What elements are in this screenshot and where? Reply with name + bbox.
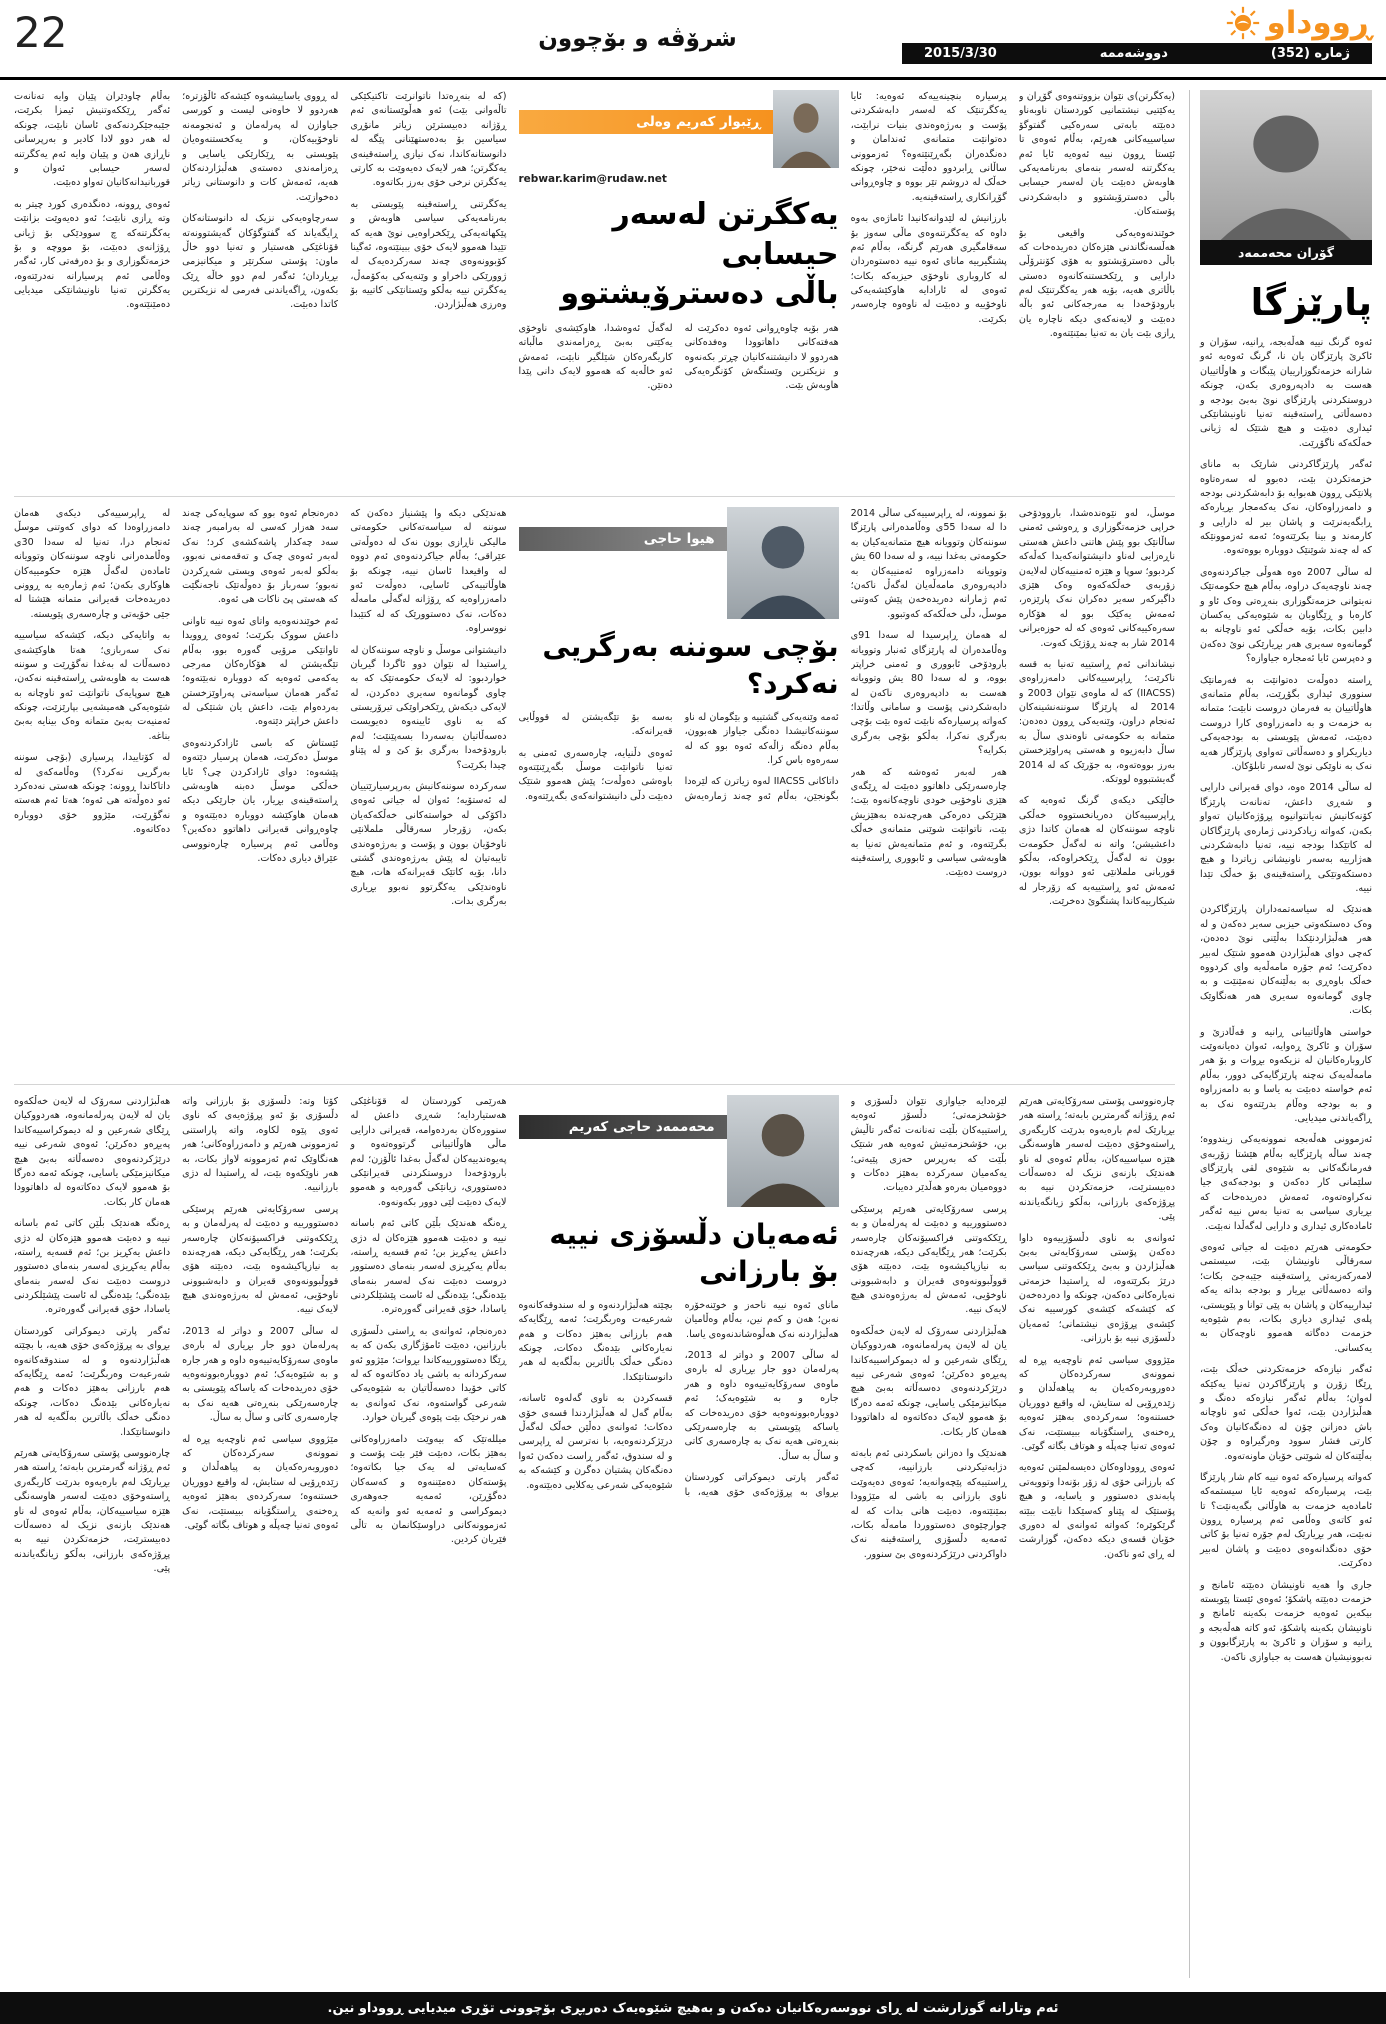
body-paragraph: لە ساڵی 2007 ەوە هەوڵی جیاکردنەوەی چەند ناوچەیەک دراوە، بەڵام هیچ حکومەتێک نەیتوانی خزمەتگوزاری بنەڕەتی وەک ئاو و کارەبا و ڕێگاوبان بە شێوەیەکی یەکسان دابین بکات، بۆیە خەڵکی ئەو ناوچانە بە گومانەوە سەیری هەر بڕیارێکی نوێ دەکەن و دەپرسن ئایا ئەمجارە جیاوازە؟ [1200, 566, 1372, 665]
headline-subtext [519, 322, 839, 401]
person-silhouette-icon [727, 507, 839, 619]
text-column [350, 507, 506, 1074]
body-paragraph: ئەوە گرنگ نییە هەڵەبجە، ڕانیە، سۆران و ئاکرێ پارێزگان یان نا، گرنگ ئەوەیە ئەو شارانە خزمەتگوزارییان پێبگات و هاوڵاتییان هەست بە دادپەروەری بکەن، چونکە دروستکردنی پارێزگای نوێ بەبێ بودجە و دەسەڵاتی ڕاستەقینە تەنیا ناونیشانێکی ئیداری دەبێت و هیچ شتێک لە ژیانی خەڵکەکە ناگۆڕێت. [1200, 337, 1372, 449]
body-paragraph: لەگەڵ ئەوەشدا، هاوکێشەی ناوخۆی یەکێتی بەبێ ڕەزامەندی ماڵباتە کاریگەرەکان شێلگیر نابێت، ئەمەش ئەو خاڵەیە کە هەموو لایەک دانی پێدا دەنێن. [518, 322, 673, 392]
body-paragraph: لە هەمان ڕاپرسیدا لە سەدا 91ی وەڵامدەران لە پارێزگای ئەنبار وتوویانە بارودۆخی ئابووری و ئەمنی خراپتر بووە، و لە سەدا 80 یش وتوویانە هەست بە دادپەروەری ناکەن لە دابەشکردنی پۆست و سامانی وڵاتدا؛ کەواتە پرسیارەکە نابێت ئەوە بێت بۆچی بەرگری نەکرا، بەڵکو بۆچی بەرگری بکرایە؟ [850, 630, 1007, 757]
headline-line-1: یەکگرتن لەسەر حیسابی [612, 197, 839, 272]
body-paragraph: لە ساڵی 2007 و دواتر لە 2013، پەرلەمان دوو جار بڕیاری لە بارەی ماوەی سەرۆکایەتییەوە داوە و هەر جارە و بە شێوەیەک؛ ئەم دووبارەبوونەوەیە خۆی دەریدەخات کە یاساکە پێویستی بە چارەسەرێکی بنەڕەتی هەیە نەک بە چارەسەری کاتی و ساڵ بە ساڵ. [182, 1325, 339, 1424]
masthead-brand [902, 6, 1372, 64]
byline-row [519, 90, 839, 168]
body-paragraph: هەندێک وا دەزانن باسکردنی ئەم بابەتە دژایەتیکردنی بارزانییە، کەچی ڕاستییەکە پێچەوانەیە؛ ئەوەی دەیەوێت ناوی بارزانی بە باشی لە مێژوودا بمێنێتەوە، دەبێت هانی بدات کە لە چوارچێوەی دەستووردا مامەڵە بکات، ئەمەیە دڵسۆزی ڕاستەقینە نەک داواکردنی درێژکردنەوەی بێ سنوور. [850, 1447, 1007, 1560]
article-headline [519, 629, 839, 703]
headline-subtext [519, 1299, 839, 1500]
body-paragraph: هەندێک لە سیاسەتمەداران پارێزگاکردن وەک دەستکەوتی حیزبی سەیر دەکەن و لە هەر هەڵبژاردنێکدا بەڵێنی نوێ دەدەن، کەچی دوای هەڵبژاردن هەموو شتێک لەبیر دەکرێت؛ ئەم جۆرە مامەڵەیە وای کردووە خەڵک باوەڕی بە بەڵێنەکان نەمێنێت و بە چاوی گومانەوە سەیری هەر هەنگاوێک بکات. [1200, 904, 1372, 1017]
article-headline [519, 195, 839, 314]
rudaw-logo-text: ڕووداو [1266, 4, 1372, 41]
body-paragraph: هەڵبژاردنی سەرۆک لە لایەن خەڵکەوە یان لە لایەن پەرلەمانەوە، هەردووکیان ڕێگای شەرعین و لە دیموکراسییەکاندا پەیڕەو دەکرێن؛ ئەوەی شەرعی نییە درێژکردنەوەی دەسەڵاتە بەبێ هیچ میکانیزمێکی یاسایی، چونکە ئەمە دەرگا بۆ هەموو لایەک دەکاتەوە لە داهاتوودا هەمان کار بکات. [14, 1096, 171, 1208]
body-paragraph: کەواتە پرسیارەکە ئەوە نییە کام شار پارێزگا بێت، پرسیارەکە ئەوەیە ئایا سیستمەکە ئامادەیە خزمەت بە هاوڵاتی بگەیەنێت؟ تا ئەو کاتەی وەڵامی ئەم پرسیارە ڕوون نەبێت، هەر بڕیارێک لەم جۆرە تەنیا بۆ کاتی خۆی دەنگدانەوەی دەبێت و پاشان لەبیر دەکرێت. [1200, 1471, 1372, 1570]
page-number: 22 [14, 8, 68, 57]
body-paragraph: پرسی سەرۆکایەتی هەرێم پرسێکی دەستوورییە و دەبێت لە پەرلەمان و بە ڕێککەوتنی فراکسیۆنەکان چارەسەر بکرێت؛ هەر ڕێگایەکی دیکە، هەرچەندە بە نیازپاکیشەوە بێت، دەبێتە هۆی قووڵبوونەوەی قەیران و دابەشبوونی ناوخۆیی، ئەمەش لە بەرژەوەندی هیچ لایەک نییە. [182, 1203, 339, 1316]
body-paragraph: لە کۆتاییدا، پرسیاری (بۆچی سوننە بەرگریی نەکرد؟) وەڵامەکەی لە داتاکاندا ڕوونە: چونکە هەستی نەدەکرد ئەو دەوڵەتە هی ئەوە؛ هەتا ئەم هەستە نەگۆڕێت، مێژوو خۆی دووبارە دەکاتەوە. [14, 752, 171, 836]
body-paragraph: ڕەنگە هەندێک بڵێن کاتی ئەم باسانە نییە و دەبێت هەموو هێزەکان لە دژی داعش یەکڕیز بن؛ ئەم قسەیە ڕاستە، بەڵام یەکڕیزی لەسەر بنەمای دەستوور دروست دەبێت نەک لەسەر بنەمای بێدەنگی؛ بێدەنگی لە ئاست پێشێلکردنی یاسادا، خۆی قەیرانی گەورەترە. [350, 1218, 507, 1316]
byline-row [519, 1095, 839, 1207]
body-paragraph: یەکگرتنی ڕاستەقینە پێویستی بە بەرنامەیەکی سیاسی هاوبەش و پێکهاتەیەکی ڕێکخراوەیی نوێ هەیە کە تێیدا هەموو لایەک خۆی ببینێتەوە، ئەگینا کۆبوونەوەی چەند سەرکردەیەک لە ژوورێکی داخراو و وێنەیەکی بەکۆمەڵ، یەکگرتن نییە بەڵکو وێستانێکی کاتییە بۆ وەرزی هەڵبژاردن. [350, 198, 507, 311]
author-photo [773, 90, 839, 168]
body-paragraph: میللەتێک کە بیەوێت دامەزراوەکانی بەهێز بکات، دەبێت فێر بێت پۆست و کەسایەتی لە یەک جیا بکاتەوە؛ پۆستەکان دەمێننەوە و کەسەکان دەگۆڕێن، ئەمەیە جەوهەری دیموکراسی و ئەمەیە ئەو وانەیە کە ئەزموونەکانی دراوسێکانمان بە تاڵی فێریان کردین. [350, 1433, 507, 1546]
body-paragraph: قسەکردن بە ناوی گەلەوە ئاسانە، بەڵام گەل لە هەڵبژاردندا قسەی خۆی دەکات؛ ئەوانەی دەڵێن خەڵک لەگەڵ درێژکردنەوەیە، با نەترسن لە ڕاپرسی و لە سندوق، ئەگەر ڕاست دەکەن ئەوا دەنگەکان پشتیان دەگرن و کێشەکە بە شێوەیەکی شەرعی یەکلایی دەبێتەوە. [518, 1393, 673, 1491]
body-paragraph: ئەگەر پارتی دیموکراتی کوردستان بڕوای بە پڕۆژەکەی خۆی هەیە، با بچێتە هەڵبژاردنەوە و لە سندوقەکانەوە شەرعیەت وەربگرێت؛ ئەمە ڕێگایەکە هەم بارزانی بەهێز دەکات و هەم نەیارەکانی بێدەنگ دەکات، چونکە دەنگی خەڵک باڵاترین بەڵگەیە لە هەر دانوستانێکدا. [14, 1325, 171, 1438]
text-column [1019, 90, 1175, 486]
text-column [350, 1095, 506, 1978]
body-paragraph: چارەنووسی پۆستی سەرۆکایەتی هەرێم ئەم ڕۆژانە گەرمترین بابەتە؛ ڕاستە هەر بڕیارێک لەم بارەیەوە بدرێت کاریگەری ڕاستەوخۆی دەبێت لەسەر هاوسەنگی هێزە سیاسییەکان، بەڵام ئەوەی لە ناو هەندێک بازنەی نزیک لە دەسەڵات دەبیسترێت، خزمەتکردن نییە بە پڕۆژەکەی بارزانی، بەڵکو زیانگەیاندنە پێی. [14, 1447, 171, 1575]
body-paragraph: ئەوانەی بە ناوی دڵسۆزییەوە داوا دەکەن پۆستی سەرۆکایەتی بەبێ هەڵبژاردن و بەبێ ڕێککەوتنی سیاسی درێژ بکرێتەوە، لە ڕاستیدا خزمەتی نەیارەکانی دەکەن، چونکە وا دەردەخەن کە کێشەکە کێشەی کورسییە نەک کێشەی پڕۆژەی نیشتمانی؛ ئەمەیان دڵسۆزی نییە بۆ بارزانی. [1018, 1232, 1175, 1345]
body-paragraph: (کە لە بنەڕەتدا ناتوانرێت تاکتیکێکی تاڵەوانی بێت) ئەو هەڵوێستانەی ئەم ڕۆژانە دەبیسترێن زیاتر مانۆڕی سیاسین بۆ بەدەستهێنانی پێگە لە دانوستانەکاندا، نەک نیازی ڕاستەقینەی یەکگرتن؛ هەر لایەک دەیەوێت بە کارتی یەکگرتن نرخی خۆی بەرز بکاتەوە. [350, 91, 507, 189]
issue-date: 2015/3/30 [924, 46, 997, 61]
body-paragraph: هەندێکی دیکە وا پێشنیاز دەکەن کە سوننە لە سیاسەتەکانی حکومەتی مالیکی ناڕازی بوون نەک لە دەوڵەتی عێراقی؛ بەڵام جیاکردنەوەی ئەم دووە لە واقیعدا ئاسان نییە، چونکە بۆ هاوڵاتییەکی ئاسایی، دەوڵەت ئەو دامەزراوەیە کە ڕۆژانە لەگەڵی مامەڵە دەکات، نەک دەستوورێک کە لە کتێبدا نووسراوە. [350, 508, 507, 635]
column-title: پارێزگا [1250, 281, 1372, 324]
text-column [350, 90, 506, 486]
body-paragraph: ئەوەی ڕووداوەکان دەیسەلمێنن ئەوەیە کە بارزانی خۆی لە زۆر بۆنەدا وتوویەتی پابەندی دەستوور و یاسایە، و هیچ پۆستێک لە پێناو کەسێکدا نابێت ببێتە گرێکوێرە؛ کەواتە ئەوانەی لە دەوری خۆیان قسەی دیکە دەکەن، گوزارشت لە ڕای ئەو ناکەن. [1018, 1462, 1175, 1560]
body-paragraph: دەرەنجام، ئەوانەی بە ڕاستی دڵسۆزی بارزانین، دەبێت ئامۆژگاری بکەن کە بە ڕێگا دەستوورییەکاندا بڕوات؛ مێژوو ئەو سەرکردانە بە باشی یاد دەکاتەوە کە لە کاتی خۆیدا دەسەڵاتیان بە شێوەیەکی شەرعی گواستەوە، نەک ئەوانەی بە هەر نرخێک بێت پێوەی گیریان خوارد. [350, 1325, 507, 1424]
rudaw-sunburst-icon [1226, 6, 1260, 40]
body-paragraph: بە واتایەکی دیکە، کێشەکە سیاسییە نەک سەربازی؛ هەتا هاوکێشەی دەسەڵات لە بەغدا نەگۆڕێت و سوننە هەست بە هاوبەشی ڕاستەقینە نەکەن، هیچ سوپایەک ناتوانێت ئەو ناوچانە بە شێوەیەکی هەمیشەیی بپارێزێت، چونکە ئەمنیەت بەبێ متمانە وەک بینایە بەبێ بناغە. [14, 630, 171, 742]
text-column [182, 90, 338, 486]
body-paragraph: کۆتا وتە: دڵسۆزی بۆ بارزانی واتە دڵسۆزی بۆ ئەو پڕۆژەیەی کە ناوی ئەوی پێوە لکاوە، واتە پاراستنی ئەزموونی هەرێم و دامەزراوەکانی؛ هەر هەنگاوێک ئەم ئەزموونە لاواز بکات، بە هەر ناوێکەوە بێت، لە ڕاستیدا لە دژی بارزانییە. [182, 1096, 339, 1194]
body-paragraph: بارزانیش لە لێدوانەکانیدا ئاماژەی بەوە داوە کە یەکگرتنەوەی ماڵی سەوز بۆ سەقامگیری هەرێم گرنگە، بەڵام ئەم پشتگیرییە مانای ئەوە نییە دەستوەردان لە کاروباری ناوخۆی حیزبەکە بکات؛ ئەوەی لە ئارادایە هاوکێشەیەکی ناوخۆییە و دەبێت لە ناوەوە چارەسەر بکرێت. [850, 213, 1007, 325]
headline-line-1: بۆچی سوننە بەرگریی [542, 630, 839, 663]
headline-line-2: نەکرد؟ [746, 666, 839, 700]
columnist-name: گۆران محەممەد [1200, 240, 1372, 265]
article-headline [519, 1217, 839, 1291]
section-title: شرۆڤە و بۆچوون [538, 26, 737, 52]
rudaw-logo [1226, 6, 1372, 40]
disclaimer-bar [0, 1992, 1386, 2024]
body-paragraph: ئەگەر پارێزگاکردنی شارێک بە مانای خزمەتکردن بێت، دەبوو لە سەرەتاوە پلانێکی ڕوون هەبوایە بۆ دابەشکردنی بودجە و دامەزراوەکان، نەک یەکەمجار بڕیارەکە ڕابگەیەنرێت و پاشان بیر لە دارایی و کارمەند و بینا بکرێتەوە؛ ئەمە ئەزموونێکە کە لە چەند شوێنێک دووبارە بووەتەوە. [1200, 459, 1372, 557]
article-header-block [519, 507, 839, 1074]
article-unification [14, 90, 1175, 486]
article-header-block [519, 1095, 839, 1978]
body-paragraph: خواستی هاوڵاتییانی ڕانیە و قەڵادزێ و سۆران و ئاکرێ ڕەوایە، ئەوان دەیانەوێت کاروبارەکانیان لە نزیکەوە بڕوات و بۆ هەر مامەڵەیەک نەچنە پارێزگایەکی دوور، بەڵام ئەم خواستە دەبێت بە یاسا و بە دامەزراوە و بە بودجە وەڵام بدرێتەوە نەک بە ڕاگەیاندنی میدیایی. [1200, 1026, 1372, 1124]
body-paragraph: هەرێمی کوردستان لە قۆناغێکی هەستیاردایە؛ شەڕی داعش لە سنوورەکان بەردەوامە، قەیرانی دارایی ماڵی هاوڵاتییانی گرتووەتەوە و پەیوەندییەکان لەگەڵ بەغدا ئاڵۆزن؛ لەم بارودۆخەدا دروستکردنی قەیرانێکی دەستووری، زیانێکی گەورەیە و هەموو لایەک دەبێت لێی دوور بکەونەوە. [350, 1096, 507, 1208]
author-email: rebwar.karim@rudaw.net [518, 173, 667, 185]
body-paragraph: ئەم خوێندنەوەیە واتای ئەوە نییە تاوانی داعش سووک بکرێت؛ ئەوەی ڕوویدا تاوانێکی مرۆیی گەورە بوو، بەڵام تێگەیشتن لە هۆکارەکان مەرجی یەکەمی ئەوەیە کە دووبارە نەبێتەوە؛ ئەگەر هەمان سیاسەتی پەراوێزخستن بەردەوام بێت، داعش یان شتێکی لە داعش خراپتر دێتەوە. [182, 615, 339, 728]
text-column [851, 90, 1007, 486]
columnist-column [1189, 90, 1372, 1978]
text-column [851, 507, 1007, 1074]
person-silhouette-icon [1200, 90, 1372, 240]
body-paragraph: لە ساڵی 2007 و دواتر لە 2013، پەرلەمان دوو جار بڕیاری لە بارەی ماوەی سەرۆکایەتییەوە داوە و هەر جارە و بە شێوەیەک؛ ئەم دووبارەبوونەوەیە خۆی دەریدەخات کە یاساکە پێویستی بە چارەسەرێکی بنەڕەتی هەیە نەک بە چارەسەری کاتی و ساڵ بە ساڵ. [684, 1350, 839, 1462]
body-paragraph: پرسی سەرۆکایەتی هەرێم پرسێکی دەستوورییە و دەبێت لە پەرلەمان و بە ڕێککەوتنی فراکسیۆنەکان چارەسەر بکرێت؛ هەر ڕێگایەکی دیکە، هەرچەندە بە نیازپاکیشەوە بێت، دەبێتە هۆی قووڵبوونەوەی قەیران و دابەشبوونی ناوخۆیی، ئەمەش لە بەرژەوەندی هیچ لایەک نییە. [850, 1203, 1007, 1316]
text-column [1019, 1095, 1175, 1978]
body-paragraph: لێرەدایە جیاوازی نێوان دڵسۆزی و خۆشخزمەتی؛ دڵسۆز ئەوەیە ڕاستییەکان بڵێت تەنانەت ئەگەر تاڵیش بن، خۆشخزمەتیش ئەوەیە هەر شتێک بڵێت کە بەرپرس حەزی پێیەتی؛ یەکەمیان سەرکردە بەهێز دەکات و دووەمیان بەرەو هەڵدێر دەیبات. [850, 1096, 1007, 1194]
body-paragraph: هەر بۆیە چاوەڕوانی ئەوە دەکرێت لە هەفتەکانی داهاتوودا وەفدەکانی هەردوو لا دانیشتنەکانیان چڕتر بکەنەوە و نزیکترین وێستگەش کۆنگرەیەکی هاوبەش بێت. [684, 322, 839, 392]
body-paragraph: ئەگەر پارتی دیموکراتی کوردستان بڕوای بە پڕۆژەکەی خۆی هەیە، با بچێتە هەڵبژاردنەوە و لە سندوقەکانەوە شەرعیەت وەربگرێت؛ ئەمە ڕێگایەکە هەم بارزانی بەهێز دەکات و هەم نەیارەکانی بێدەنگ دەکات، چونکە دەنگی خەڵک باڵاترین بەڵگەیە لە هەر دانوستانێکدا. [518, 1299, 839, 1498]
text-column [182, 507, 338, 1074]
body-paragraph: چارەنووسی پۆستی سەرۆکایەتی هەرێم ئەم ڕۆژانە گەرمترین بابەتە؛ ڕاستە هەر بڕیارێک لەم بارەیەوە بدرێت کاریگەری ڕاستەوخۆی دەبێت لەسەر هاوسەنگی هێزە سیاسییەکان، بەڵام ئەوەی لە ناو هەندێک بازنەی نزیک لە دەسەڵات دەبیسترێت، خزمەتکردن نییە بە پڕۆژەکەی بارزانی، بەڵکو زیانگەیاندنە پێی. [1018, 1096, 1175, 1223]
body-paragraph: هەڵبژاردنی سەرۆک لە لایەن خەڵکەوە یان لە لایەن پەرلەمانەوە، هەردووکیان ڕێگای شەرعین و لە دیموکراسییەکاندا پەیڕەو دەکرێن؛ ئەوەی شەرعی نییە درێژکردنەوەی دەسەڵاتە بەبێ هیچ میکانیزمێکی یاسایی، چونکە ئەمە دەرگا بۆ هەموو لایەک دەکاتەوە لە داهاتوودا هەمان کار بکات. [850, 1325, 1007, 1438]
body-paragraph: مانای ئەوە نییە ناحەز و خوێنەخۆرە نەبن؛ هەن و کەم نین، بەڵام وەڵامیان هەڵبژاردنە نەک هەڵوەشاندنەوەی یاسا. [684, 1299, 839, 1340]
body-paragraph: ئەزموونی هەڵەبجە نموونەیەکی زیندووە؛ چەند ساڵە پارێزگایە بەڵام هێشتا زۆربەی فەرمانگەکانی بە شێوەی لقی پارێزگای سلێمانی کار دەکەن و بودجەکەی جیا نەکراوەتەوە، ئەمەش دەریدەخات کە بڕیاری سیاسی بە تەنیا بەس نییە ئەگەر ئامادەکاری ئیداری و دارایی لەگەڵدا نەبێت. [1200, 1134, 1372, 1232]
issue-date-bar [902, 43, 1372, 64]
articles-area [14, 90, 1175, 1978]
body-paragraph: موسڵ، لەو نێوەندەشدا، باروودۆخی خراپی خزمەتگوزاری و ڕەوشی ئەمنی ساڵانێک بوو پێش هاتنی داعش هەستی ناڕەزایی لەناو دانیشتوانەکەیدا کەڵەکە کردبوو؛ سوپا و هێزە ئەمنییەکان لەلایەن زۆربەی خەڵکەکەوە وەک هێزی داگیرکەر سەیر دەکران نەک پارێزەر، ئەمەش یەکێک بوو لە هۆکارە سەرەکییەکانی ئەوەی کە لە حوزەیرانی 2014 شار بە چەند ڕۆژێک کەوت. [1018, 508, 1175, 649]
article-sunni-defense [14, 496, 1175, 1074]
body-paragraph: حکومەتی هەرێم دەبێت لە جیاتی ئەوەی سەرقاڵی ناونیشان بێت، سیستمی لامەرکەزیەتی ڕاستەقینە جێبەجێ بکات؛ واتە دەسەڵاتی بڕیار و بودجە بداتە یەکە ئیدارییەکان و پاشان بە پێی توانا و پێویستی، پلەی ئیداری دیاری بکات، بەم شێوەیە خزمەت دەگاتە هەموو ناوچەکان بە یەکسانی. [1200, 1242, 1372, 1354]
body-paragraph: ئەوەی ڕوونە، دەنگدەری کورد چیتر بە وتە ڕازی نابێت؛ ئەو دەیەوێت بزانێت یەکگرتنەکە چ سوودێکی بۆ ژیانی ڕۆژانەی دەبێت، بۆ مووچە و بۆ خزمەتگوزاری و بۆ دەرفەتی کار، ئەگەر وەڵامی ئەم پرسیارانە نەدرێتەوە، یەکگرتن تەنیا ناونیشانێکی میدیایی دەمێنێتەوە. [14, 198, 171, 311]
headline-subtext [519, 711, 839, 808]
disclaimer-text: ئەم وتارانە گوزارشت لە ڕای نووسەرەکانیان دەکەن و بەهیچ شێوەیەک دەربڕی بۆچوونی تۆڕی میدیایی ڕووداو نین. [327, 2000, 1059, 2016]
text-column [14, 1095, 170, 1978]
body-paragraph: ئەوەی دڵنیایە، چارەسەری ئەمنی بە تەنیا ناتوانێت موسڵ بگەڕێنێتەوە باوەشی دەوڵەت؛ پێش هەموو شتێک دەبێت دڵی دانیشتوانەکەی بگەڕێتەوە. [518, 747, 673, 802]
body-paragraph: سەرکردە سوننەکانیش بەرپرسیارێتییان لە ئەستۆیە؛ ئەوان لە جیاتی ئەوەی داکۆکی لە خواستەکانی خەڵکەکەیان بکەن، زۆرجار سەرقاڵی ململانێی ناوخۆیان بوون و پۆست و بەرژەوەندی تایبەتیان لە پێش بەرژەوەندی گشتی دانا، بۆیە کاتێک قەیرانەکە هات، هیچ ناوەندێکی یەکگرتوو نەبوو بڕیاری بەرگری بدات. [350, 781, 507, 908]
masthead [0, 0, 1386, 80]
byline-row [519, 507, 839, 619]
article-header-block [519, 90, 839, 486]
person-silhouette-icon [773, 90, 839, 168]
body-paragraph: پرسیارە بنچینەییەکە ئەوەیە: ئایا یەکگرتنێک کە لەسەر دابەشکردنی پۆست و بەرژەوەندی بنیات نرابێت، دەتوانێت متمانەی ئەندامان و دەنگدەران بگەڕێنێتەوە؟ ئەزموونی ساڵانی ڕابردوو دەڵێت نەخێر، چونکە خەڵک لە دروشم تێر بووە و چاوەڕوانی گۆڕانکاری ڕاستەقینەیە. [850, 91, 1007, 203]
text-column [14, 90, 170, 486]
body-paragraph: مێژووی سیاسی ئەم ناوچەیە پڕە لە نموونەی سەرکردەکان کە دەوروبەرەکەیان بە پیاهەڵدان و زێدەڕۆیی لە ستایش، لە واقیع دووریان خستنەوە؛ سەرکردەی بەهێز ئەوەیە ڕەخنەی ڕاستگۆیانە ببیستێت، نەک ئەوەی تەنیا چەپڵە و هوتاف بگاتە گوێی. [1018, 1354, 1175, 1452]
headline-line-2: باڵی دەسترۆیشتوو [560, 276, 839, 312]
body-paragraph: دەرەنجام ئەوە بوو کە سوپایەکی چەند سەد هەزار کەسی لە بەرامبەر چەند سەد چەکدار پاشەکشەی کرد؛ نەک لەبەر ئەوەی چەک و تەقەمەنی نەبوو، بەڵکو لەبەر ئەوەی ویستی شەڕکردن نەبوو؛ سەرباز بۆ دەوڵەتێک ناجەنگێت کە هەستی پێ ناکات هی ئەوە. [182, 508, 339, 606]
weekday: دووشەممە [1099, 46, 1168, 61]
body-paragraph: (یەکگرتن)ی نێوان بزووتنەوەی گۆڕان و یەکێتیی نیشتمانیی کوردستان ناوبەناو دەبێتە بابەتی سەرەکیی گفتوگۆ سیاسییەکانی هەرێم، بەڵام ئەوەی تا ئێستا ڕوون نییە ئەوەیە ئایا ئەم یەکگرتنە لەسەر بنەمای بەرنامەیەکی هاوبەش دەبێت یان لەسەر حیسابی باڵی دەسترۆیشتوو و دابەشکردنی پۆستەکان. [1018, 91, 1175, 218]
body-paragraph: خوێندنەوەیەکی واقیعی بۆ هەڵسەنگاندنی هێزەکان دەریدەخات کە باڵی دەسترۆیشتوو بە هۆی کۆنترۆڵی دارایی و ڕێکخستنەکانەوە دەستی باڵاتری هەیە، بۆیە هەر یەکگرتنێک لەم بارودۆخەدا بە مەرجەکانی ئەو باڵە دەبێت و لایەنەکەی دیکە ناچارە یان ڕازی بێت یان بە تەنیا بمێنێتەوە. [1018, 227, 1175, 340]
body-paragraph: جاری وا هەیە ناونیشان دەبێتە ئامانج و خزمەت دەبێتە پاشکۆ؛ ئەوەی ئێستا پێویستە بیکەین ئەوەیە خزمەت بکەینە ئامانج و ناونیشان بکەینە پاشکۆ، ئەو کاتە هەڵەبجە و ڕانیە و سۆران و ئاکرێ بە پارێزگابوون و نەبوونیشیان هەست بە جیاوازی ناکەن. [1200, 1579, 1372, 1663]
text-column [1019, 507, 1175, 1074]
columnist-photo [1200, 90, 1372, 240]
author-byline: محەممەد حاجی کەریم [519, 1115, 727, 1139]
author-byline: ڕێبوار کەریم وەلی [519, 110, 773, 134]
body-paragraph: ڕاستە دەوڵەت دەتوانێت بە فەرمانێک سنووری ئیداری بگۆڕێت، بەڵام متمانەی هاوڵاتییان بە فەرمان دروست نابێت؛ متمانە بە خزمەت و بە دامەزراوەی کارا دروست دەبێت، ئەمەش پێویستی بە بودجەیەکی دیاریکراو و دەسەڵاتی تەواوی پارێزگار هەیە نەک بە ناوێکی نوێ لەسەر تابلۆکان. [1200, 674, 1372, 772]
body-paragraph: سەرچاوەیەکی نزیک لە دانوستانەکان ڕایگەیاند کە گفتوگۆکان گەیشتوونەتە قۆناغێکی هەستیار و تەنیا دوو خاڵ ماون: پۆستی سکرتێر و میکانیزمی بڕیاردان؛ ئەگەر لەم دوو خاڵە ڕێک بکەون، ڕاگەیاندنی فەرمی لە نزیکترین کاتدا دەبێت. [182, 213, 339, 311]
author-photo [727, 507, 839, 619]
text-column [851, 1095, 1007, 1978]
body-paragraph: ئەگەر نیازەکە خزمەتکردنی خەڵک بێت، ڕێگا زۆرن و پارێزگاکردن تەنیا یەکێکە لەوان؛ بەڵام ئەگەر نیازەکە دەنگ و هەڵبژاردن بێت، ئەوا خەڵکی ئەو ناوچانە باش دەزانن چۆن لە دەنگەکانیان وەک کارتی فشار سوود وەرگیراوە و چۆن بەڵێنەکان لە شوێنی خۆیان ماونەتەوە. [1200, 1364, 1372, 1462]
body-paragraph: لە ساڵی 2014 ەوە، دوای قەیرانی دارایی و شەڕی داعش، تەنانەت پارێزگا کۆنەکانیش نەیانتوانیوە پڕۆژەکانیان تەواو بکەن، کەواتە زیادکردنی ژمارەی پارێزگاکان لە کاتێکدا بودجە نییە، تەنیا دابەشکردنی هەژارییە بەسەر ناونیشانی زیاتردا و هیچ دەستکەوتێکی ڕاستەقینەی بۆ خەڵک تێدا نییە. [1200, 782, 1372, 895]
page-content [0, 80, 1386, 1978]
body-paragraph: هەر لەبەر ئەوەشە کە هەر چارەسەرێکی داهاتوو دەبێت لە ڕێگەی هێزی ناوخۆیی خودی ناوچەکانەوە بێت؛ هێزێکی دەرەکی هەرچەندە بەهێزیش بێت، ناتوانێت شوێنی متمانەی خەڵک بگرێتەوە، و ئەم متمانەیەش تەنیا بە هاوبەشی سیاسی و ئابووری ڕاستەقینە دروست دەبێت. [850, 766, 1007, 879]
article-barzani-loyalty [14, 1084, 1175, 1978]
author-photo [727, 1095, 839, 1207]
body-paragraph: دانیشتوانی موسڵ و ناوچە سوننەکان لە ڕاستیدا لە نێوان دوو ئاگردا گیریان خواردبوو: لە لایەک حکومەتێک کە بە چاوی گومانەوە سەیری دەکردن، لە لایەکی دیکەش ڕێکخراوێکی تیرۆریستی کە بە ناوی ئایینەوە دەیویست دەسەڵاتیان بەسەردا بسەپێنێت؛ لەم بارودۆخەدا بەرگری بۆ کێ و لە پێناو چیدا بکرێت؟ [350, 644, 507, 771]
body-paragraph: ڕەنگە هەندێک بڵێن کاتی ئەم باسانە نییە و دەبێت هەموو هێزەکان لە دژی داعش یەکڕیز بن؛ ئەم قسەیە ڕاستە، بەڵام یەکڕیزی لەسەر بنەمای دەستوور دروست دەبێت نەک لەسەر بنەمای بێدەنگی؛ بێدەنگی لە ئاست پێشێلکردنی یاسادا، خۆی قەیرانی گەورەترە. [14, 1218, 171, 1316]
body-paragraph: بۆ نموونە، لە ڕاپرسییەکی ساڵی 2014 دا لە سەدا 55ی وەڵامدەرانی پارێزگا سوننەکان وتوویانە هیچ متمانەیەکیان بە حکومەتی بەغدا نییە، و لە سەدا 60 یش وتوویانە دامەزراوە ئەمنییەکان بە دادپەروەری مامەڵەیان لەگەڵ ناکەن؛ ئەم ژمارانە دەریدەخەن پێش کەوتنی موسڵ، دڵی خەڵکەکە کەوتبوو. [850, 508, 1007, 620]
headline-line-1: ئەمەیان دڵسۆزی نییە [549, 1218, 839, 1251]
body-paragraph: بەڵام چاودێران پێیان وایە تەنانەت ئەگەر ڕێککەوتنیش ئیمزا بکرێت، جێبەجێکردنەکەی ئاسان نابێت، چونکە لە هەر دوو لادا کادیر و بەرپرسانی ناڕازی هەن و پێیان وایە ئەم یەکگرتنە لەسەر حیسابی ئەوان و قوربانیدانەکانیان تەواو دەبێت. [14, 91, 171, 189]
body-paragraph: لە ڕاپرسییەکی دیکەی هەمان دامەزراوەدا کە دوای کەوتنی موسڵ ئەنجام درا، تەنیا لە سەدا 30ی وەڵامدەرانی ناوچە سوننەکان وتوویانە ئامادەن لەگەڵ هێزە حکومییەکان هاوکاری بکەن؛ ئەم ژمارەیە بە ڕوونی دەریدەخات قەیرانی متمانە هێشتا لە جێی خۆیەتی و چارەسەری پێویستە. [14, 508, 171, 620]
columnist-body [1200, 336, 1372, 1665]
body-paragraph: ئێستاش کە باسی ئازادکردنەوەی موسڵ دەکرێت، هەمان پرسیار دێتەوە پێشەوە: دوای ئازادکردن چی؟ ئایا خەڵکی موسڵ دەبنە هاوبەشی ڕاستەقینەی بڕیار، یان جارێکی دیکە هەمان هاوکێشە دووبارە دەبێتەوە و چاوەڕوانی قەیرانی داهاتوو دەکەین؟ وەڵامی ئەم پرسیارە چارەنووسی عێراق دیاری دەکات. [182, 737, 339, 864]
body-paragraph: خاڵێکی دیکەی گرنگ ئەوەیە کە ڕاپرسییەکان دەریانخستووە خەڵکی ناوچە سوننەکان لە هەمان کاتدا دژی داعشیشن؛ واتە نە لەگەڵ حکومەت بوون نە لەگەڵ ڕێکخراوەکە، بەڵکو قوربانی ململانێی ئەو دووانە بوون، ئەمەش ئەو ڕاستییەیە کە زۆرجار لە شیکارییەکاندا پشتگوێ دەخرێت. [1018, 795, 1175, 908]
author-byline: هیوا حاجی [519, 527, 727, 551]
issue-number: ژمارە (352) [1270, 46, 1350, 61]
body-paragraph: ئەمە وێنەیەکی گشتییە و بێگومان لە ناو سوننەکانیشدا دەنگی جیاواز هەبوون، بەڵام دەنگە زاڵەکە ئەوە بوو کە لە سەرەوە باس کرا. [684, 711, 839, 767]
text-column [14, 507, 170, 1074]
text-column [182, 1095, 338, 1978]
headline-line-2: بۆ بارزانی [699, 1254, 839, 1288]
body-paragraph: داتاکانی IIACSS لەوە زیاترن کە لێرەدا بگونجێن، بەڵام ئەو چەند ژمارەیەش بەسە بۆ تێگەیشتن لە قووڵایی قەیرانەکە. [518, 711, 839, 802]
body-paragraph: مێژووی سیاسی ئەم ناوچەیە پڕە لە نموونەی سەرکردەکان کە دەوروبەرەکەیان بە پیاهەڵدان و زێدەڕۆیی لە ستایش، لە واقیع دووریان خستنەوە؛ سەرکردەی بەهێز ئەوەیە ڕەخنەی ڕاستگۆیانە ببیستێت، نەک ئەوەی تەنیا چەپڵە و هوتاف بگاتە گوێی. [182, 1433, 339, 1531]
body-paragraph: نیشاندانی ئەم ڕاستییە تەنیا بە قسە ناکرێت؛ ڕاپرسییەکانی دامەزراوەی (IIACSS) کە لە ماوەی نێوان 2003 و 2014 لە پارێزگا سوننەنشینەکان ئەنجام دراون، وێنەیەکی ڕوون دەدەن: متمانە بە حکومەتی ناوەندی ساڵ بە ساڵ دابەزیوە و هەستی پەراوێزخستن بەرز بووەتەوە، بە جۆرێک کە لە 2014 گەیشتبووە لووتکە. [1018, 658, 1175, 786]
body-paragraph: لە ڕووی یاساییشەوە کێشەکە ئاڵۆزترە؛ هەردوو لا خاوەنی لیست و کورسی جیاوازن لە پەرلەمان و ئەنجومەنە ناوخۆییەکان، و یەکخستنەوەیان پێویستی بە ڕێکارێکی یاسایی و ڕەزامەندی دەستەی هەڵبژاردنەکان هەیە، ئەمەش کات و دانوستانی زیاتر دەخوازێت. [182, 91, 339, 203]
person-silhouette-icon [727, 1095, 839, 1207]
